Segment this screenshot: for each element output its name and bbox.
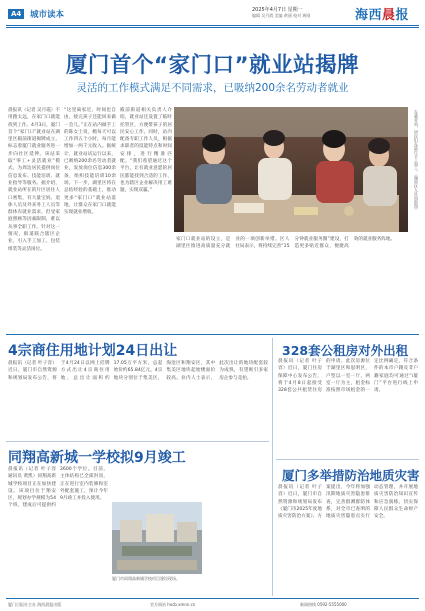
main-headline: 厦门首个“家门口”就业站揭牌 [65, 53, 360, 78]
editor-credits: 编辑 吴月霞 美编 黄丽 校对 黄刚 [252, 13, 311, 18]
main-article-col4: 家门口就业站的设立，是湖里区推进高质量充分就业的一项创新举措。区人社局表示，将持续完善“15分钟就业服务圈”建设，打造更多贴近群众、便捷高效的就业服务阵地。 [176, 237, 396, 250]
school-photo-caption: 厦门市同翔高新城学校项目建设现场。 [112, 576, 180, 581]
header-rule-thin [6, 27, 419, 28]
footer-hotline: 新闻热线 0592-5555000 [300, 602, 347, 607]
school-photo [112, 502, 202, 574]
footer-website: 官方网站 hxcb.xmnn.cn [150, 602, 196, 607]
land-headline: 4宗商住用地计划24日出让 [8, 343, 178, 359]
main-photo [174, 107, 408, 232]
school-headline: 同翔高新城一学校拟9月竣工 [8, 450, 186, 466]
flood-article-body: 晨报讯（记者 叶子容）近日，厦门市自然资源和规划局发布《厦门市2025年度地质灾害防治方案》。方案提出，今年将加强汛期地质灾害隐患排查，完善群测群防体系，对全市已查明的地质灾害隐患点实行动态管理，并开展地质灾害防治知识宣传和应急演练，切实保障人民群众生命财产安全。 [278, 485, 418, 520]
newspaper-logo: 海西晨报 [355, 8, 410, 23]
footer-left: 厦门日报社主办 海西晨报出版 [8, 602, 62, 607]
construction-site-illustration [112, 502, 202, 574]
page-number: A4 [8, 9, 24, 19]
issue-date: 2025年4月7日 星期一 [252, 7, 303, 13]
main-article-col1: 晨报讯（记者 吴月霞）不用跑太远，在家门口就能找到工作。4月3日，厦门首个“家门口”就业站在湖里区殿前街道揭牌成立，标志着厦门就业服务进一步向社区延伸。该站采取“零工+灵活就业”模式，为周边居民提供岗位信息发布、技能培训、就业指导等服务。据介绍，就业站所在的片区居住人口密集，有大量宝妈、退休人员及外来务工人员等群体有就业需求，但受家庭照顾等因素限制，难以从事全职工作。针对这一情况，街道联合辖区企业，引入手工加工、包装组装等灵活岗位。 [8, 108, 60, 252]
page-footer [0, 599, 425, 611]
land-article-body: 晨报讯（记者 叶子容）近日，厦门市自然资源和规划局发布公告，将于4月24日以网上挂牌方式出让4宗商住用地，总出让面积约17.05万平方米，总起始价约65.84亿元。4宗地块分别位于集美区、海沧区和翔安区，其中集美区地块起始楼面价较高。业内人士表示，此次出让的地块配套较为成熟，有望吸引多家房企参与竞拍。 [8, 361, 268, 381]
page-header [0, 0, 425, 26]
school-article-body: 晨报讯（记者 叶子容 通讯员 黄凯）同翔高新城学校项目正在加快建设。该项目位于翔安区，规划办学规模为54个班，建成后可提供约2600个学位。目前，主体结构已全部封顶，正在进行室内装修和室外配套施工，预计今年9月竣工并投入使用。 [8, 467, 108, 509]
section-divider-2 [6, 441, 269, 442]
main-subheadline: 灵活的工作模式满足不同需求，已吸纳200余名劳动者就业 [76, 82, 349, 94]
section-divider-3 [276, 459, 419, 460]
workers-photo-illustration [174, 107, 408, 232]
column-divider [272, 338, 273, 596]
main-article-col3: 殿前街道相关负责人介绍，就业站还设置了临时托管区，方便带孩子的居民安心工作。同时，站内配备专职工作人员，根据求职者的技能特点和时间安排，进行精准匹配。“我们希望通过这个平台，让有就业意愿的居民都能找到合适的工作，也为辖区企业解决用工难题，实现双赢。” [120, 108, 172, 194]
main-photo-caption: 在就业站，居民们在进行手工加工。（湖里区人社局供图） [414, 110, 419, 212]
main-article-col2: “这里离家近，时间也自由，接完孩子还能回来做一会儿。”正在站内做手工的陈女士说，她每天可以工作四五个小时，每月能增加一两千元收入。据统计，就业站试运行以来，已吸纳200余名劳动者就业，发放岗位信息300余条，组织技能培训10余场。下一步，湖里区将在总结经验的基础上，推动更多“家门口”就业站落地，让群众在家门口就能实现就业增收。 [64, 108, 116, 216]
section-title: 城市读本 [30, 10, 65, 20]
header-rule [6, 25, 419, 26]
school-article-body-cont [206, 466, 268, 576]
section-divider [6, 334, 419, 335]
housing-article-body: 晨报讯（记者 叶子容）近日，厦门住房保障中心发布公告，将于4月8日起接受328套公共租赁住房的申请。此次房源位于湖里区和思明区，户型以一室一厅、两室一厅为主，租金标准按照市场租金的一定比例确定。符合条件的本市户籍及非户籍家庭均可通过“i厦门”平台进行线上申请。 [278, 359, 418, 394]
flood-headline: 厦门多举措防治地质灾害 [282, 468, 420, 483]
housing-headline: 328套公租房对外出租 [282, 343, 409, 358]
